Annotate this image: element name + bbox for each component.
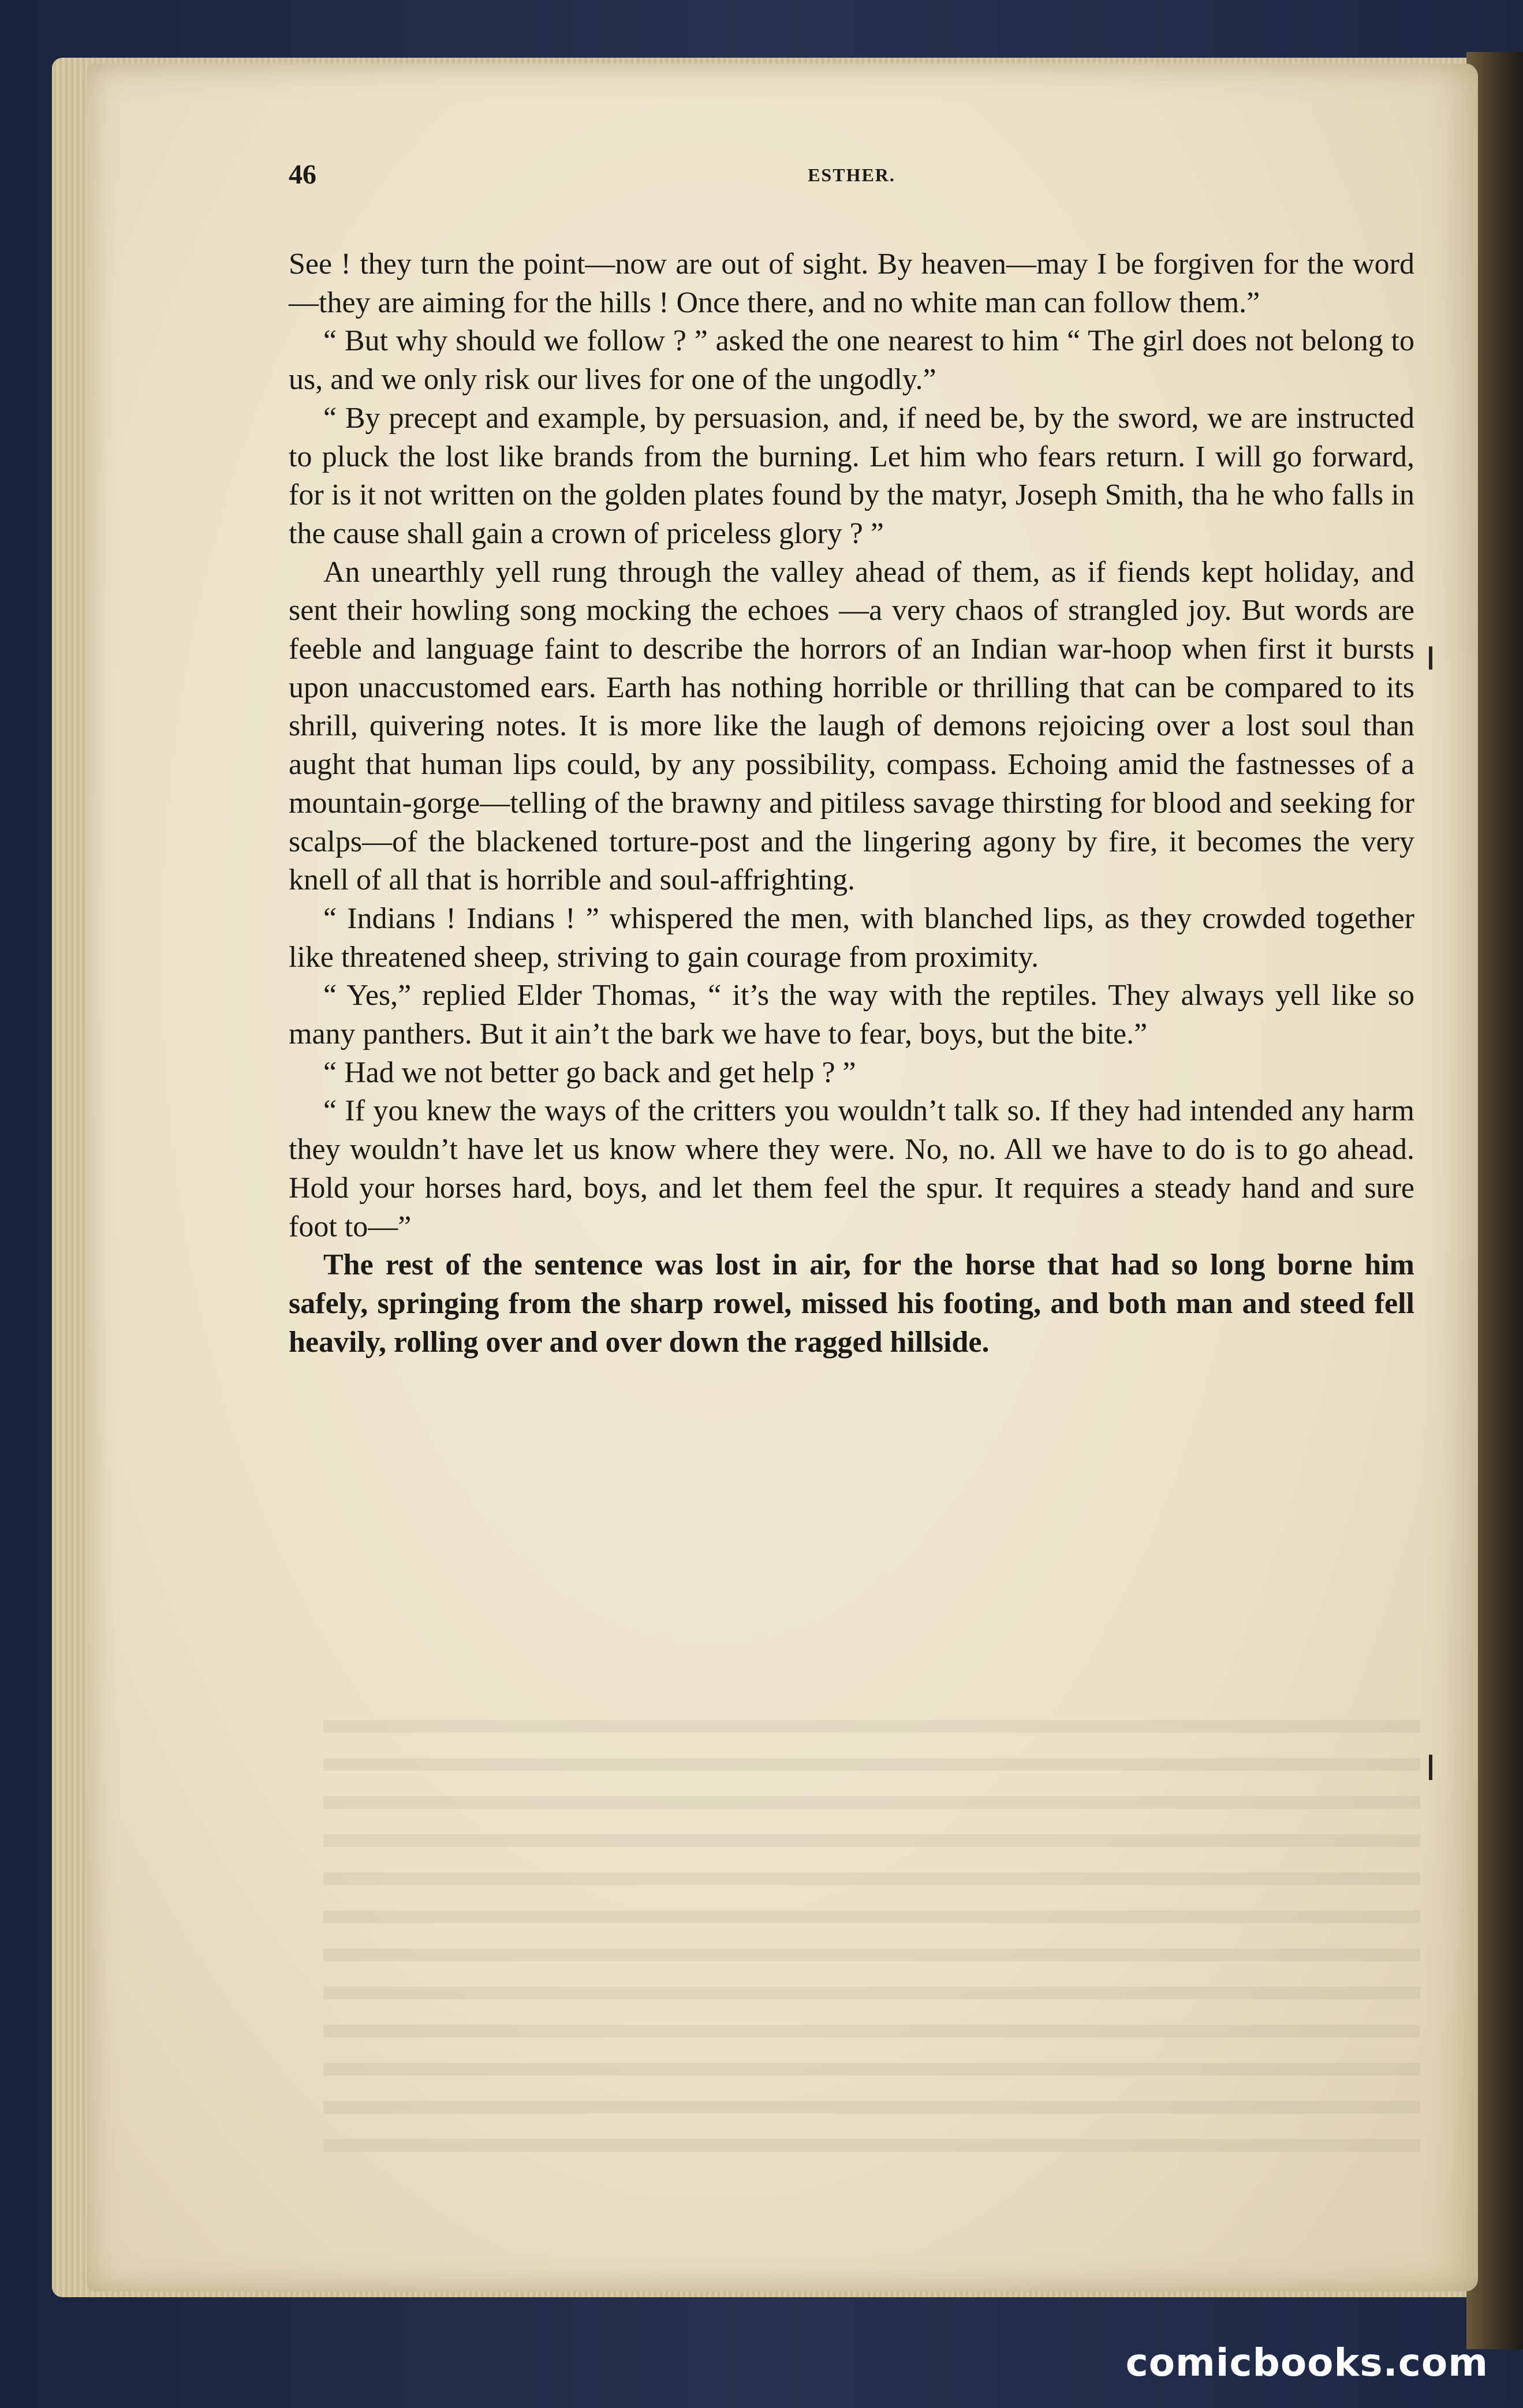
paragraph: “ Indians ! Indians ! ” whispered the men, with blanched lips, as they crowded together like threatened sheep, striving to gain courage from proximity. bbox=[289, 902, 1414, 974]
paragraph: “ By precept and example, by persuasion, and, if need be, by the sword, we are instructed to pluck the lost like brands from the burning. Let him who fears return. I will go forward, for is it not written on the golden plates found by the matyr, Joseph Smith, tha he who falls in the cause shall gain a crown of priceless glory ? ” bbox=[289, 401, 1414, 550]
page-header bbox=[289, 159, 1414, 193]
paragraph: “ Yes,” replied Elder Thomas, “ it’s the way with the reptiles. They always yell like so many panthers. But it ain’t the bark we have to fear, boys, but the bite.” bbox=[289, 979, 1414, 1051]
paragraph: An unearthly yell rung through the valley ahead of them, as if fiends kept holiday, and sent their howling song mocking the echoes —a very chaos of strangled joy. But words are feeble and language faint to describe the horrors of an Indian war-hoop when first it bursts upon unaccustomed ears. Earth has nothing horrible or thrilling that can be compared to its shrill, quivering notes. It is more like the laugh of demons rejoicing over a lost soul than aught that human lips could, by any possibility, compass. Echoing amid the fastnesses of a mountain-gorge—telling of the brawny and pitiless savage thirsting for blood and seeking for scalps—of the blackened torture-post and the lingering agony by fire, it becomes the very knell of all that is horrible and soul-affrighting. bbox=[289, 555, 1414, 897]
paragraph: “ If you knew the ways of the critters you wouldn’t talk so. If they had intended any harm they wouldn’t have let us know where they were. No, no. All we have to do is to go ahead. Hold your horses hard, boys, and let them feel the spur. It requires a steady hand and sure foot to—” bbox=[289, 1094, 1414, 1243]
margin-mark-lower bbox=[1429, 1755, 1432, 1780]
paragraph: “ Had we not better go back and get help ? ” bbox=[323, 1056, 856, 1089]
running-title: ESTHER. bbox=[808, 164, 895, 185]
paragraph: The rest of the sentence was lost in air, for the horse that had so long borne him safely, springing from the sharp rowel, missed his footing, and both man and steed fell heavily, rolling over and over down the ragged hillside. bbox=[289, 1248, 1414, 1359]
body-text bbox=[289, 245, 1414, 1362]
margin-mark-upper bbox=[1429, 646, 1432, 670]
site-watermark: comicbooks.com bbox=[1125, 2340, 1488, 2385]
show-through-text bbox=[323, 1720, 1420, 2170]
paragraph: See ! they turn the point—now are out of sight. By heaven—may I be forgiven for the word—they are aiming for the hills ! Once there, and no white man can follow them.” bbox=[289, 248, 1414, 319]
paragraph: “ But why should we follow ? ” asked the one nearest to him “ The girl does not belong to us, and we only risk our lives for one of the ungodly.” bbox=[289, 324, 1414, 397]
page-number: 46 bbox=[289, 159, 316, 190]
